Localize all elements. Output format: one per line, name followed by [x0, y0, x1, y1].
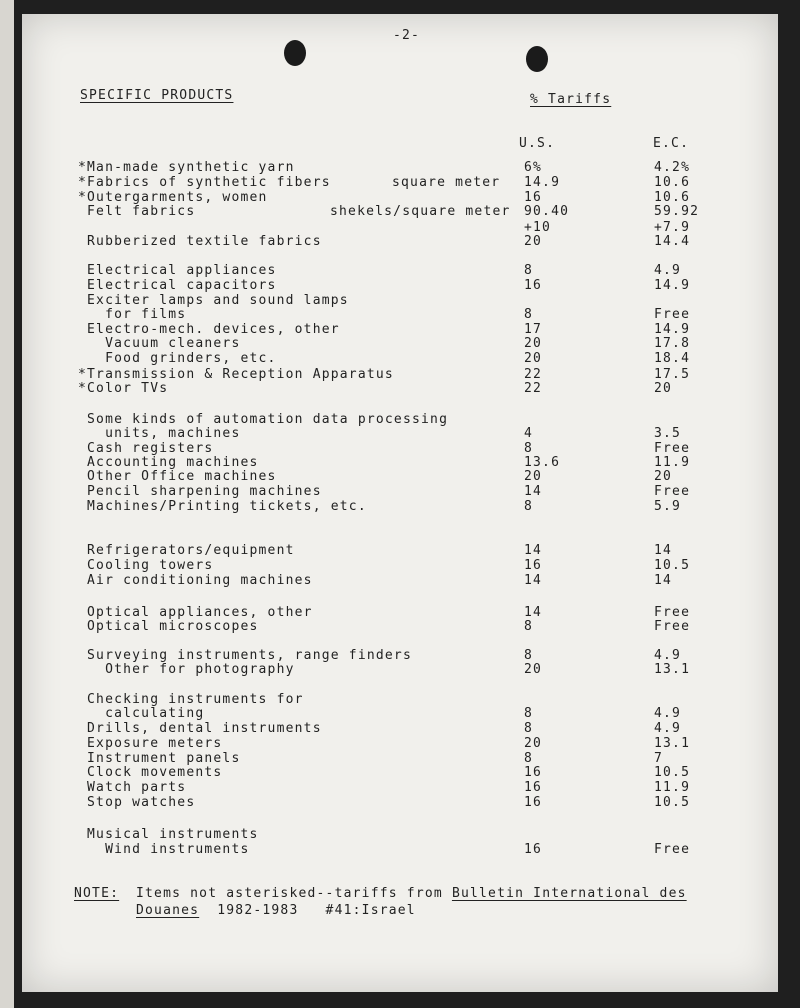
row-label: Checking instruments for	[78, 692, 304, 707]
row-ec-value: 4.9	[654, 706, 682, 721]
row-label: Other for photography	[78, 662, 295, 677]
row-ec-value: 5.9	[654, 499, 682, 514]
row-label: Other Office machines	[78, 469, 277, 484]
row-us-value: 13.6	[524, 455, 561, 470]
row-label: Musical instruments	[78, 827, 259, 842]
row-us-value: 22	[524, 381, 543, 396]
row-label: Some kinds of automation data processing	[78, 412, 449, 427]
row-us-value: 8	[524, 706, 534, 721]
row-ec-value: 11.9	[654, 455, 691, 470]
row-ec-value: Free	[654, 605, 691, 620]
row-label: Cooling towers	[78, 558, 214, 573]
row-ec-value: Free	[654, 307, 691, 322]
heading-specific-products: SPECIFIC PRODUCTS	[80, 88, 234, 103]
column-header-ec: E.C.	[653, 136, 690, 151]
row-us-value: 16	[524, 190, 543, 205]
row-label: Electrical capacitors	[78, 278, 277, 293]
row-us-value: 16	[524, 842, 543, 857]
row-label: units, machines	[78, 426, 241, 441]
row-ec-value: 4.9	[654, 263, 682, 278]
punch-hole	[526, 46, 548, 72]
row-label: Drills, dental instruments	[78, 721, 322, 736]
row-ec-value: Free	[654, 484, 691, 499]
row-label: Exposure meters	[78, 736, 223, 751]
row-label: Rubberized textile fabrics	[78, 234, 322, 249]
row-us-value: 16	[524, 765, 543, 780]
row-label: *Fabrics of synthetic fibers	[78, 175, 331, 190]
row-ec-value: 14	[654, 543, 673, 558]
row-us-value: 16	[524, 558, 543, 573]
row-label: Felt fabrics	[78, 204, 196, 219]
row-label: Surveying instruments, range finders	[78, 648, 412, 663]
row-ec-value: Free	[654, 842, 691, 857]
row-label: Wind instruments	[78, 842, 250, 857]
row-us-value: 8	[524, 499, 534, 514]
row-ec-value: 10.6	[654, 175, 691, 190]
row-label: Instrument panels	[78, 751, 241, 766]
row-us-value: 8	[524, 721, 534, 736]
row-label: Accounting machines	[78, 455, 259, 470]
row-us-value: 20	[524, 662, 543, 677]
row-label: Optical microscopes	[78, 619, 259, 634]
row-us-value: 14.9	[524, 175, 561, 190]
note-text-line-2: Douanes 1982-1983 #41:Israel	[136, 903, 416, 918]
row-ec-value: 7	[654, 751, 664, 766]
row-label: Air conditioning machines	[78, 573, 313, 588]
row-ec-value: 4.9	[654, 721, 682, 736]
row-us-value: 8	[524, 619, 534, 634]
row-us-value: 6%	[524, 160, 543, 175]
row-label: Electro-mech. devices, other	[78, 322, 340, 337]
note-label: NOTE:	[74, 886, 120, 901]
row-label: Optical appliances, other	[78, 605, 313, 620]
row-ec-value: 20	[654, 381, 673, 396]
row-ec-value: 17.8	[654, 336, 691, 351]
row-us-value: 20	[524, 736, 543, 751]
row-us-value: 14	[524, 573, 543, 588]
row-us-value: 14	[524, 543, 543, 558]
row-us-value: 22	[524, 367, 543, 382]
row-us-value: 16	[524, 795, 543, 810]
row-us-value: 8	[524, 648, 534, 663]
row-ec-value: 11.9	[654, 780, 691, 795]
row-us-value: 16	[524, 278, 543, 293]
row-us-value: 8	[524, 751, 534, 766]
row-ec-value: 3.5	[654, 426, 682, 441]
row-us-value: 14	[524, 605, 543, 620]
row-ec-value: 4.9	[654, 648, 682, 663]
row-ec-value: Free	[654, 619, 691, 634]
row-label: for films	[78, 307, 187, 322]
row-us-value: 14	[524, 484, 543, 499]
row-ec-value: 10.5	[654, 765, 691, 780]
row-us-value: 90.40	[524, 204, 570, 219]
row-ec-value: Free	[654, 441, 691, 456]
row-ec-value: +7.9	[654, 220, 691, 235]
row-label: *Man-made synthetic yarn	[78, 160, 295, 175]
row-ec-value: 10.5	[654, 558, 691, 573]
row-ec-value: 14.9	[654, 322, 691, 337]
row-us-value: 20	[524, 234, 543, 249]
row-us-value: 16	[524, 780, 543, 795]
row-us-value: 17	[524, 322, 543, 337]
row-label: Cash registers	[78, 441, 214, 456]
punch-hole	[284, 40, 306, 66]
row-label: Stop watches	[78, 795, 196, 810]
row-us-value: 20	[524, 469, 543, 484]
row-label: Exciter lamps and sound lamps	[78, 293, 349, 308]
row-label: Watch parts	[78, 780, 187, 795]
row-ec-value: 14.9	[654, 278, 691, 293]
heading-tariffs: % Tariffs	[530, 92, 612, 107]
column-header-us: U.S.	[519, 136, 556, 151]
row-label: *Color TVs	[78, 381, 169, 396]
row-ec-value: 17.5	[654, 367, 691, 382]
row-us-value: 4	[524, 426, 534, 441]
row-us-value: 8	[524, 307, 534, 322]
row-label: Clock movements	[78, 765, 223, 780]
row-label: Electrical appliances	[78, 263, 277, 278]
row-ec-value: 14.4	[654, 234, 691, 249]
row-ec-value: 59.92	[654, 204, 700, 219]
row-label: Pencil sharpening machines	[78, 484, 322, 499]
row-us-value: 8	[524, 263, 534, 278]
row-ec-value: 10.6	[654, 190, 691, 205]
row-ec-value: 20	[654, 469, 673, 484]
row-us-value: 8	[524, 441, 534, 456]
row-unit: square meter	[392, 175, 501, 190]
row-us-value: +10	[524, 220, 552, 235]
row-unit: shekels/square meter	[330, 204, 511, 219]
row-ec-value: 13.1	[654, 736, 691, 751]
row-label: *Transmission & Reception Apparatus	[78, 367, 394, 382]
document-page	[22, 14, 778, 992]
note-text: Items not asterisked--tariffs from Bulletin International des	[136, 886, 687, 901]
row-label: *Outergarments, women	[78, 190, 268, 205]
page-number: -2-	[393, 28, 421, 43]
row-ec-value: 13.1	[654, 662, 691, 677]
row-label: calculating	[78, 706, 205, 721]
row-label: Refrigerators/equipment	[78, 543, 295, 558]
row-ec-value: 10.5	[654, 795, 691, 810]
row-ec-value: 18.4	[654, 351, 691, 366]
row-label: Machines/Printing tickets, etc.	[78, 499, 367, 514]
row-ec-value: 4.2%	[654, 160, 691, 175]
row-us-value: 20	[524, 351, 543, 366]
row-label: Vacuum cleaners	[78, 336, 241, 351]
row-label: Food grinders, etc.	[78, 351, 277, 366]
scan-left-edge	[0, 0, 14, 1008]
row-us-value: 20	[524, 336, 543, 351]
row-ec-value: 14	[654, 573, 673, 588]
